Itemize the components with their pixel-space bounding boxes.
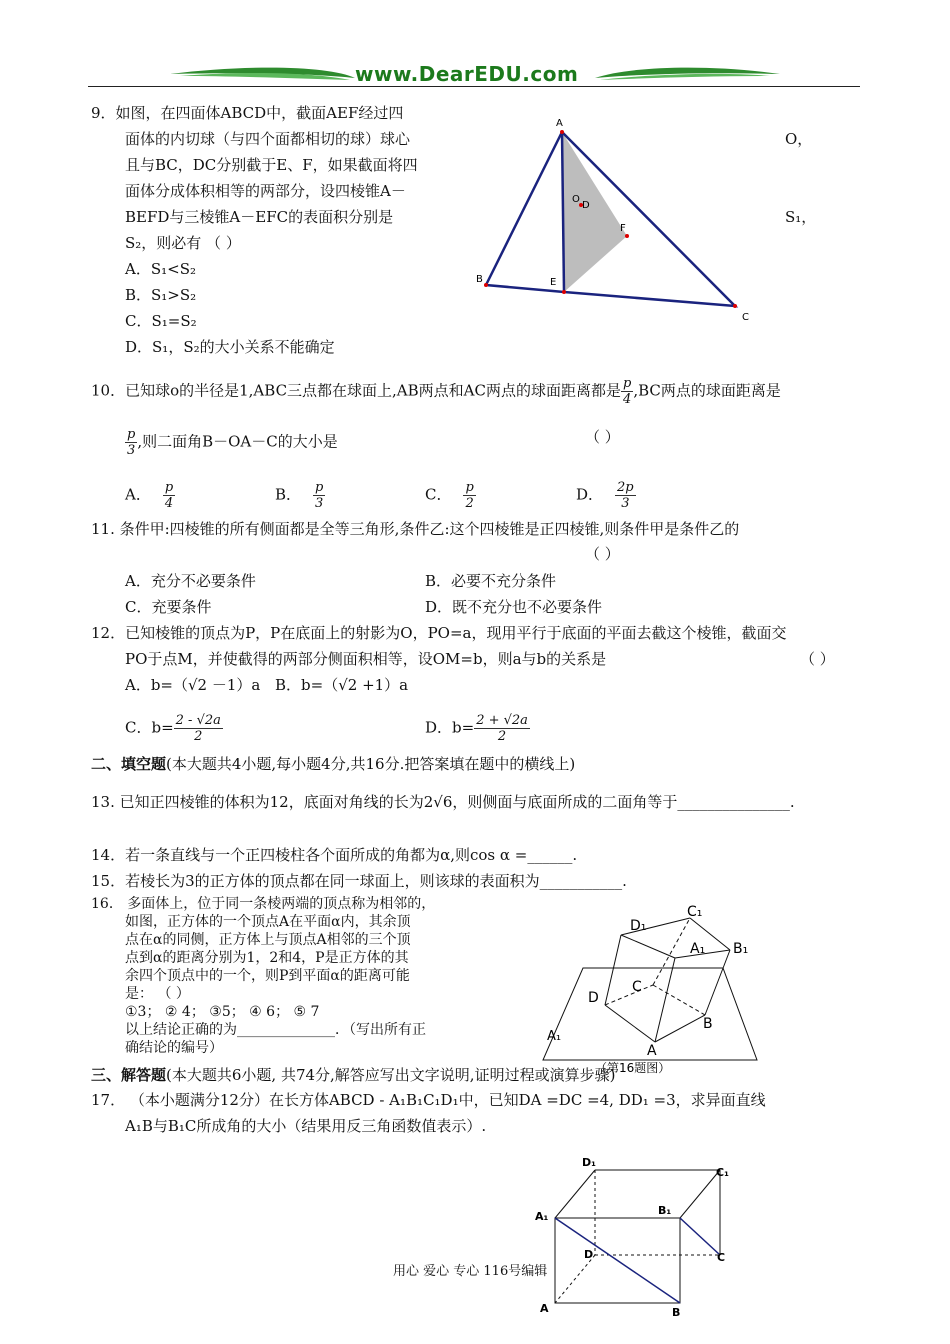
- q16-caption: （第16题图）: [595, 1061, 671, 1075]
- q10-line1: [91, 376, 781, 407]
- q9-label-b: B: [476, 274, 483, 285]
- q10-line2-text: ,则二面角B－OA－C的大小是: [137, 432, 338, 451]
- page-footer: 用心 爱心 专心 116号编辑: [393, 1264, 548, 1279]
- section3-heading: 三、解答题(本大题共6小题, 共74分,解答应写出文字说明,证明过程或演算步骤): [91, 1066, 616, 1084]
- q10-paren: （ ）: [585, 428, 620, 446]
- q9-option-c: C．S₁=S₂: [125, 312, 197, 330]
- q16-label-a1-plane: A₁: [547, 1029, 562, 1044]
- q17-label-b: B: [672, 1306, 681, 1319]
- q17-line2: A₁B与B₁C所成角的大小（结果用反三角函数值表示）.: [125, 1117, 487, 1135]
- q10-line1-tail: ,BC两点的球面距离是: [633, 381, 781, 400]
- q9-option-d: D．S₁，S₂的大小关系不能确定: [125, 338, 335, 356]
- q9-label-a: A: [556, 118, 563, 129]
- q17-cuboid-figure: [530, 1150, 750, 1320]
- q10-line1-text: 10．已知球o的半径是1,ABC三点都在球面上,AB两点和AC两点的球面距离都是: [91, 381, 621, 400]
- q16-line2: 如图，正方体的一个顶点A在平面α内，其余顶: [125, 914, 411, 930]
- q16-label-c: C: [632, 979, 642, 995]
- q13-text: 13. 已知正四棱锥的体积为12，底面对角线的长为2√6，则侧面与底面所成的二面角等于_______________.: [91, 793, 795, 811]
- q9-label-d: D: [582, 200, 590, 211]
- q17-label-c1: C₁: [716, 1166, 729, 1179]
- q12-option-b: B．b=（√2 +1）a: [275, 676, 409, 694]
- q9-line6: S₂，则必有 （ ）: [125, 234, 241, 252]
- q14-text: 14．若一条直线与一个正四棱柱各个面所成的角都为α,则cos α =______.: [91, 846, 578, 864]
- q16-label-a: A: [647, 1043, 657, 1059]
- q17-label-d: D: [584, 1248, 594, 1261]
- q12-option-d: D．b= $\frac{2 + √2a}{2}$: [425, 713, 528, 744]
- q9-label-e: E: [550, 277, 557, 288]
- q12-line2: PO于点M，并使截得的两部分侧面积相等，设OM=b，则a与b的关系是: [125, 650, 607, 668]
- q16-cube-figure: [535, 900, 775, 1075]
- q9-option-a: A．S₁<S₂: [125, 260, 196, 278]
- q9-label-f: F: [620, 223, 626, 234]
- q10-line2: [125, 427, 338, 458]
- q9-line3: 且与BC，DC分别截于E、F，如果截面将四: [125, 156, 418, 174]
- q16-line7: ①3； ② 4； ③5； ④ 6； ⑤ 7: [125, 1004, 320, 1020]
- q9-option-b: B．S₁>S₂: [125, 286, 197, 304]
- q17-label-b1: B₁: [658, 1204, 672, 1217]
- header-rule: [88, 86, 860, 87]
- header-logo-text: www.DearEDU.com: [355, 62, 579, 86]
- q10-frac-pi3: $\frac{p}{3}$: [127, 427, 136, 458]
- q9-line2-right: O，: [785, 130, 813, 148]
- q15-text: 15．若棱长为3的正方体的顶点都在同一球面上，则该球的表面积为___________.: [91, 872, 627, 890]
- q11-option-b: B．必要不充分条件: [425, 572, 557, 590]
- q10-option-c: C． $\frac{p}{2}$: [425, 480, 474, 511]
- q11-paren: （ ）: [585, 545, 620, 563]
- q9-line4: 面体分成体积相等的两部分，设四棱锥A－: [125, 182, 406, 200]
- q16-label-c1: C₁: [687, 904, 703, 920]
- q12-line1: 12．已知棱锥的顶点为P，P在底面上的射影为O，PO=a，现用平行于底面的平面去截这个棱锥，截面交: [91, 624, 787, 642]
- q12-paren: （ ）: [800, 650, 835, 668]
- q10-option-a: A． $\frac{p}{4}$: [125, 480, 174, 511]
- q12-option-c: C．b= $\frac{2 - √2a}{2}$: [125, 713, 221, 744]
- q17-line1: 17． （本小题满分12分）在长方体ABCD - A₁B₁C₁D₁中，已知DA =DC =4, DD₁ =3，求异面直线: [91, 1091, 766, 1109]
- q9-tetrahedron-figure: [470, 110, 760, 325]
- q11-option-c: C．充要条件: [125, 598, 212, 616]
- q10-option-d: D． $\frac{2p}{3}$: [576, 480, 634, 511]
- q16-label-d: D: [588, 990, 599, 1006]
- q16-line3: 点在α的同侧，正方体上与顶点A相邻的三个顶: [125, 932, 411, 948]
- q11-option-a: A．充分不必要条件: [125, 572, 256, 590]
- q16-label-a1-top: A₁: [690, 941, 706, 957]
- q17-label-c: C: [717, 1251, 726, 1264]
- q16-label-b1: B₁: [733, 941, 749, 957]
- q9-line1: 9．如图，在四面体ABCD中，截面AEF经过四: [91, 104, 404, 122]
- q16-line9: 确结论的编号）: [125, 1040, 223, 1056]
- q16-line1: 16． 多面体上，位于同一条棱两端的顶点称为相邻的，: [91, 896, 436, 912]
- q16-label-d1: D₁: [630, 918, 647, 934]
- q17-label-a: A: [540, 1302, 549, 1315]
- q9-line5-right: S₁，: [785, 208, 817, 226]
- q9-line5: BEFD与三棱锥A－EFC的表面积分别是: [125, 208, 394, 226]
- q9-label-c: C: [742, 312, 749, 323]
- q11-option-d: D．既不充分也不必要条件: [425, 598, 603, 616]
- q16-line6: 是： （ ）: [125, 986, 190, 1002]
- q11-line1: 11. 条件甲:四棱锥的所有侧面都是全等三角形,条件乙:这个四棱锥是正四棱锥,则条件甲是条件乙的: [91, 520, 740, 538]
- q17-label-a1: A₁: [535, 1210, 549, 1223]
- q9-label-o: O: [572, 194, 580, 205]
- q16-line8: 以上结论正确的为______________．（写出所有正: [125, 1022, 426, 1038]
- q12-option-a: A．b=（√2 －1）a: [125, 676, 261, 694]
- q9-line2: 面体的内切球（与四个面都相切的球）球心: [125, 130, 411, 148]
- q16-line4: 点到α的距离分别为1，2和4，P是正方体的其: [125, 950, 409, 966]
- q10-frac-pi4: $\frac{p}{4}$: [622, 376, 632, 407]
- q9-section-shade: [562, 132, 627, 292]
- q17-label-d1: D₁: [582, 1156, 596, 1169]
- q10-option-b: B． $\frac{p}{3}$: [275, 480, 324, 511]
- q16-line5: 余四个顶点中的一个，则P到平面α的距离可能: [125, 968, 410, 984]
- q16-label-b: B: [703, 1016, 713, 1032]
- section2-heading: 二、填空题(本大题共4小题,每小题4分,共16分.把答案填在题中的横线上): [91, 755, 576, 773]
